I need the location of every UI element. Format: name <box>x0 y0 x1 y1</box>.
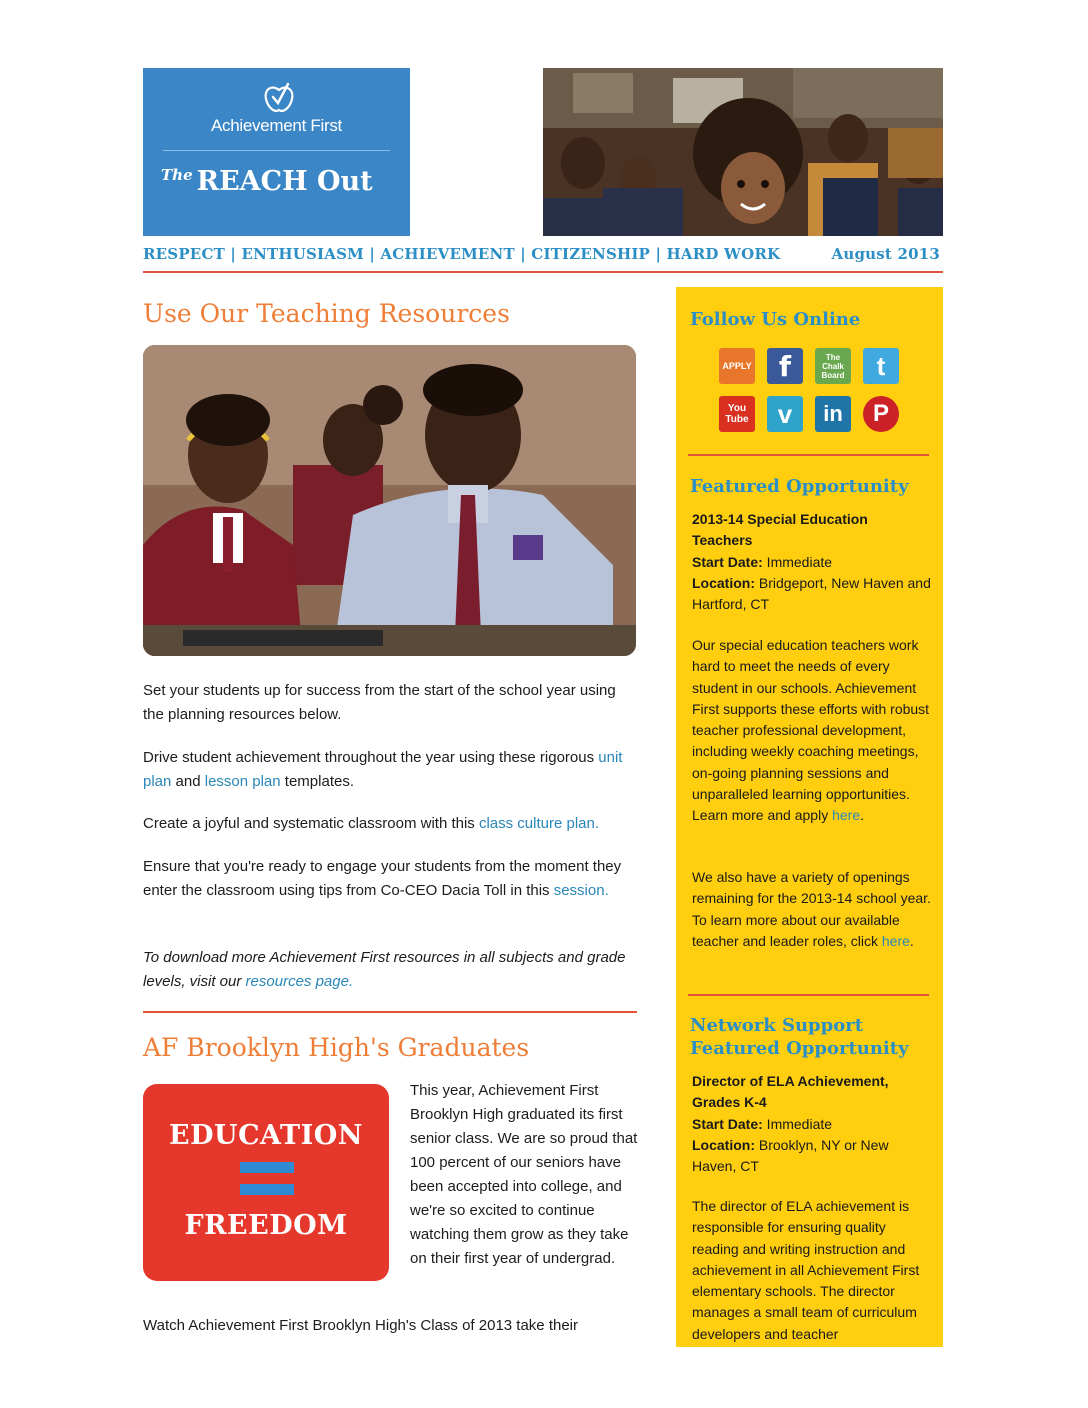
teaching-para-4 <box>143 855 638 903</box>
network-location-value: Brooklyn, NY or New Haven, CT <box>692 1136 889 1175</box>
teaching-para-2 <box>143 746 638 794</box>
vimeo-icon[interactable] <box>767 396 803 432</box>
teaching-para-2-mid: and <box>171 773 205 790</box>
education-equals-freedom-badge <box>143 1084 389 1281</box>
values-banner <box>143 245 940 263</box>
session-link[interactable]: session. <box>553 882 609 899</box>
linkedin-icon-label: in <box>823 401 843 426</box>
teaching-para-4-text: Ensure that you're ready to engage your students from the moment they enter the classroom using tips from Co-CEO Dacia Toll in this <box>143 858 622 899</box>
teaching-para-3-text: Create a joyful and systematic classroom with this <box>143 815 479 832</box>
header-divider <box>143 271 943 273</box>
openings-link[interactable]: here <box>881 932 910 949</box>
badge-text-bottom: FREEDOM <box>184 1210 348 1241</box>
network-heading-line-2: Featured Opportunity <box>690 1038 909 1059</box>
apple-check-icon <box>261 80 297 116</box>
newsletter-logo <box>143 68 410 236</box>
classroom-photo <box>143 345 636 656</box>
pinterest-icon[interactable] <box>863 396 899 432</box>
values-list: RESPECT | ENTHUSIASM | ACHIEVEMENT | CITIZENSHIP | HARD WORK <box>143 245 781 263</box>
facebook-icon-label: f <box>778 349 792 383</box>
youtube-icon-label: You Tube <box>725 403 749 425</box>
graduates-para: This year, Achievement First Brooklyn High graduated its first senior class. We are so proud that 100 percent of our seniors have been accepted into college, and we're so excited to continue watching them grow as they take on their first year of undergrad. <box>410 1082 638 1267</box>
newsletter-title-the: The <box>161 166 193 184</box>
twitter-icon[interactable] <box>863 348 899 384</box>
graduates-watch-para: Watch Achievement First Brooklyn High's Class of 2013 take their <box>143 1317 578 1334</box>
teaching-para-5 <box>143 946 638 994</box>
network-start-label: Start Date: <box>692 1115 763 1132</box>
chalkboard-icon[interactable] <box>815 348 851 384</box>
featured-start-value: Immediate <box>762 553 833 570</box>
newsletter-title-main: REACH Out <box>196 166 373 197</box>
featured-apply-link[interactable]: here <box>832 807 861 824</box>
chalkboard-icon-label: The Chalk Board <box>821 352 845 380</box>
youtube-icon[interactable] <box>719 396 755 432</box>
logo-divider <box>163 150 390 151</box>
network-support-heading <box>690 1014 909 1060</box>
teaching-para-2-end: templates. <box>280 773 354 790</box>
featured-more-text: We also have a variety of openings remaining for the 2013-14 school year. To learn more about our available teacher and leader roles, click <box>692 869 931 949</box>
featured-start-label: Start Date: <box>692 553 763 570</box>
featured-location-label: Location: <box>692 574 755 591</box>
teaching-para-1: Set your students up for success from the start of the school year using the planning resources below. <box>143 682 616 723</box>
teaching-para-2-text: Drive student achievement throughout the year using these rigorous <box>143 749 599 766</box>
twitter-icon-label: t <box>876 350 886 381</box>
equals-bar-bottom <box>240 1184 294 1195</box>
students-auditorium-image <box>543 68 943 236</box>
sidebar <box>676 287 943 1347</box>
network-description: The director of ELA achievement is responsible for ensuring quality reading and writing instruction and achievement in all Achievement First elementary schools. The director manages a small team of curriculum developers and teacher <box>692 1198 920 1342</box>
pinterest-icon-label: P <box>872 400 889 427</box>
class-culture-plan-link[interactable]: class culture plan. <box>478 815 600 832</box>
apply-icon-label: APPLY <box>722 361 752 371</box>
facebook-icon[interactable] <box>767 348 803 384</box>
linkedin-icon[interactable] <box>815 396 851 432</box>
follow-us-heading: Follow Us Online <box>690 309 861 330</box>
resources-page-link[interactable]: resources page. <box>245 973 354 990</box>
featured-more-openings: We also have a variety of openings remaining for the 2013-14 school year. To learn more about our available teacher and leader roles, click here. <box>692 869 931 949</box>
section-divider <box>143 1011 637 1013</box>
teaching-para-5-text: To download more Achievement First resources in all subjects and grade levels, visit our <box>143 949 626 990</box>
network-start-value: Immediate <box>762 1115 833 1132</box>
featured-job-details <box>692 509 932 615</box>
newsletter-title <box>161 166 373 197</box>
issue-date: August 2013 <box>831 245 940 263</box>
network-heading-line-1: Network Support <box>690 1015 864 1036</box>
lesson-plan-link[interactable]: lesson plan <box>204 773 281 790</box>
students-classroom-image <box>143 345 636 656</box>
network-job-details <box>692 1071 932 1177</box>
featured-description-text: Our special education teachers work hard to meet the needs of every student in our schools. Achievement First supports these efforts with robust teacher professional development, including weekly coaching meetings, on-going planning sessions and unparalleled learning opportunities. Learn more and apply <box>692 637 930 824</box>
sidebar-divider-1 <box>688 454 929 456</box>
featured-opportunity-heading: Featured Opportunity <box>690 476 909 497</box>
sidebar-divider-2 <box>688 994 929 996</box>
unit-plan-link[interactable]: unit plan <box>143 749 623 790</box>
hero-photo <box>543 68 943 236</box>
brand-name: Achievement First <box>211 116 342 135</box>
teaching-para-3 <box>143 812 638 836</box>
featured-location-value: Bridgeport, New Haven and Hartford, CT <box>692 574 931 613</box>
network-job-title: Director of ELA Achievement, Grades K-4 <box>692 1073 889 1111</box>
vimeo-icon-label: v <box>777 398 793 429</box>
teaching-resources-heading: Use Our Teaching Resources <box>143 299 510 328</box>
featured-description: Our special education teachers work hard to meet the needs of every student in our schools. Achievement First supports these efforts with robust teacher professional development, including weekly coaching meetings, on-going planning sessions and unparalleled learning opportunities. Learn more and apply here. <box>692 637 930 824</box>
apply-icon[interactable] <box>719 348 755 384</box>
equals-bar-top <box>240 1162 294 1173</box>
network-location-label: Location: <box>692 1136 755 1153</box>
featured-job-title: 2013-14 Special Education Teachers <box>692 511 868 549</box>
badge-text-top: EDUCATION <box>169 1120 363 1151</box>
graduates-heading: AF Brooklyn High's Graduates <box>143 1033 530 1062</box>
